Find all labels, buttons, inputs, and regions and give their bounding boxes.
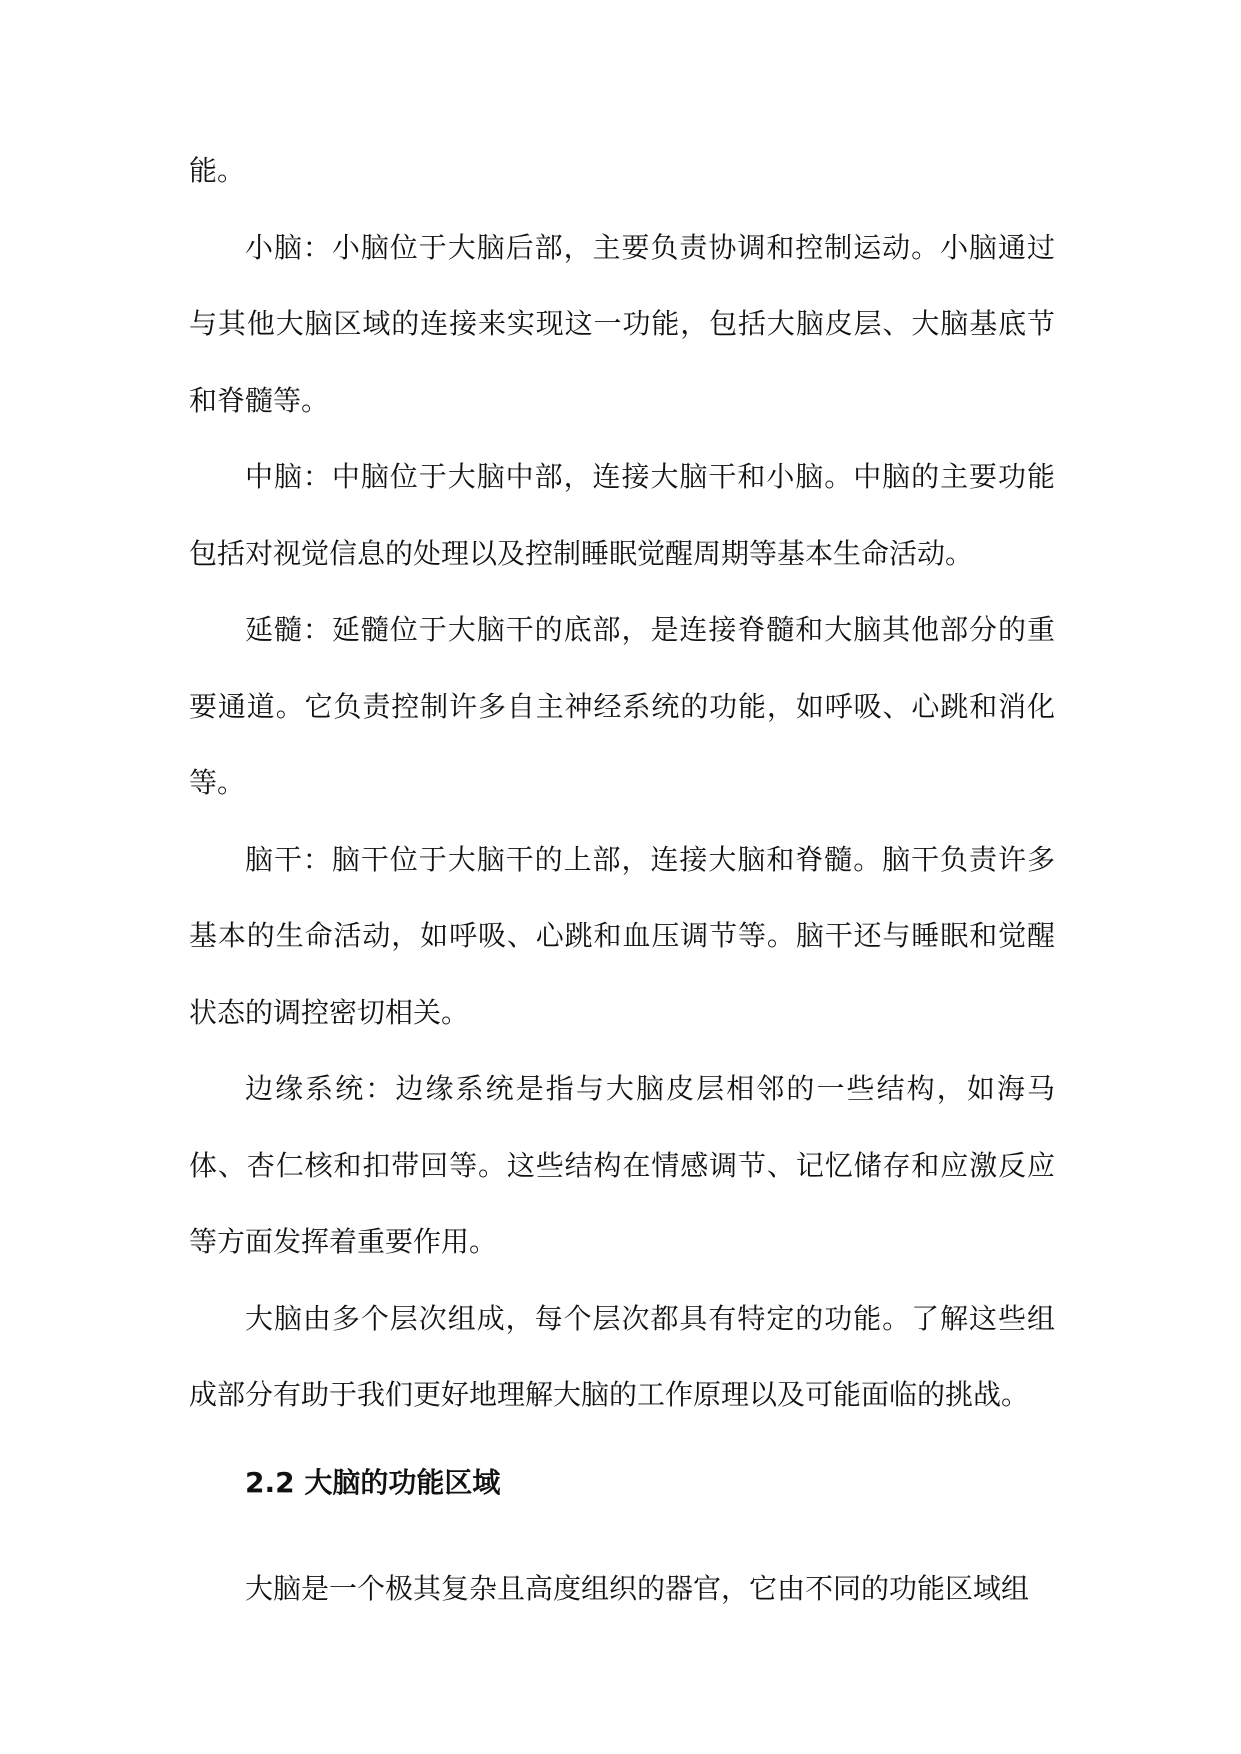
paragraph-cerebellum: 小脑：小脑位于大脑后部，主要负责协调和控制运动。小脑通过与其他大脑区域的连接来实现这一功能，包括大脑皮层、大脑基底节和脊髓等。 <box>189 230 1055 417</box>
paragraph-limbic-system: 边缘系统：边缘系统是指与大脑皮层相邻的一些结构，如海马体、杏仁核和扣带回等。这些结构在情感调节、记忆储存和应激反应等方面发挥着重要作用。 <box>189 1072 1055 1258</box>
body-text <box>189 133 1055 1434</box>
paragraph-brainstem: 脑干：脑干位于大脑干的上部，连接大脑和脊髓。脑干负责许多基本的生命活动，如呼吸、心跳和血压调节等。脑干还与睡眠和觉醒状态的调控密切相关。 <box>189 842 1055 1029</box>
paragraph-midbrain: 中脑：中脑位于大脑中部，连接大脑干和小脑。中脑的主要功能包括对视觉信息的处理以及控制睡眠觉醒周期等基本生命活动。 <box>189 460 1055 570</box>
paragraph-functional-areas-intro: 大脑是一个极其复杂且高度组织的器官，它由不同的功能区域组 <box>245 1572 1030 1605</box>
paragraph-summary: 大脑由多个层次组成，每个层次都具有特定的功能。了解这些组成部分有助于我们更好地理解大脑的工作原理以及可能面临的挑战。 <box>189 1301 1055 1411</box>
section-heading: 2.2 大脑的功能区域 <box>245 1466 501 1499</box>
body-text-after-heading <box>189 1551 1055 1628</box>
paragraph-medulla: 延髓：延髓位于大脑干的底部，是连接脊髓和大脑其他部分的重要通道。它负责控制许多自主神经系统的功能，如呼吸、心跳和消化等。 <box>189 613 1055 799</box>
paragraph-continuation: 能。 <box>189 154 246 187</box>
